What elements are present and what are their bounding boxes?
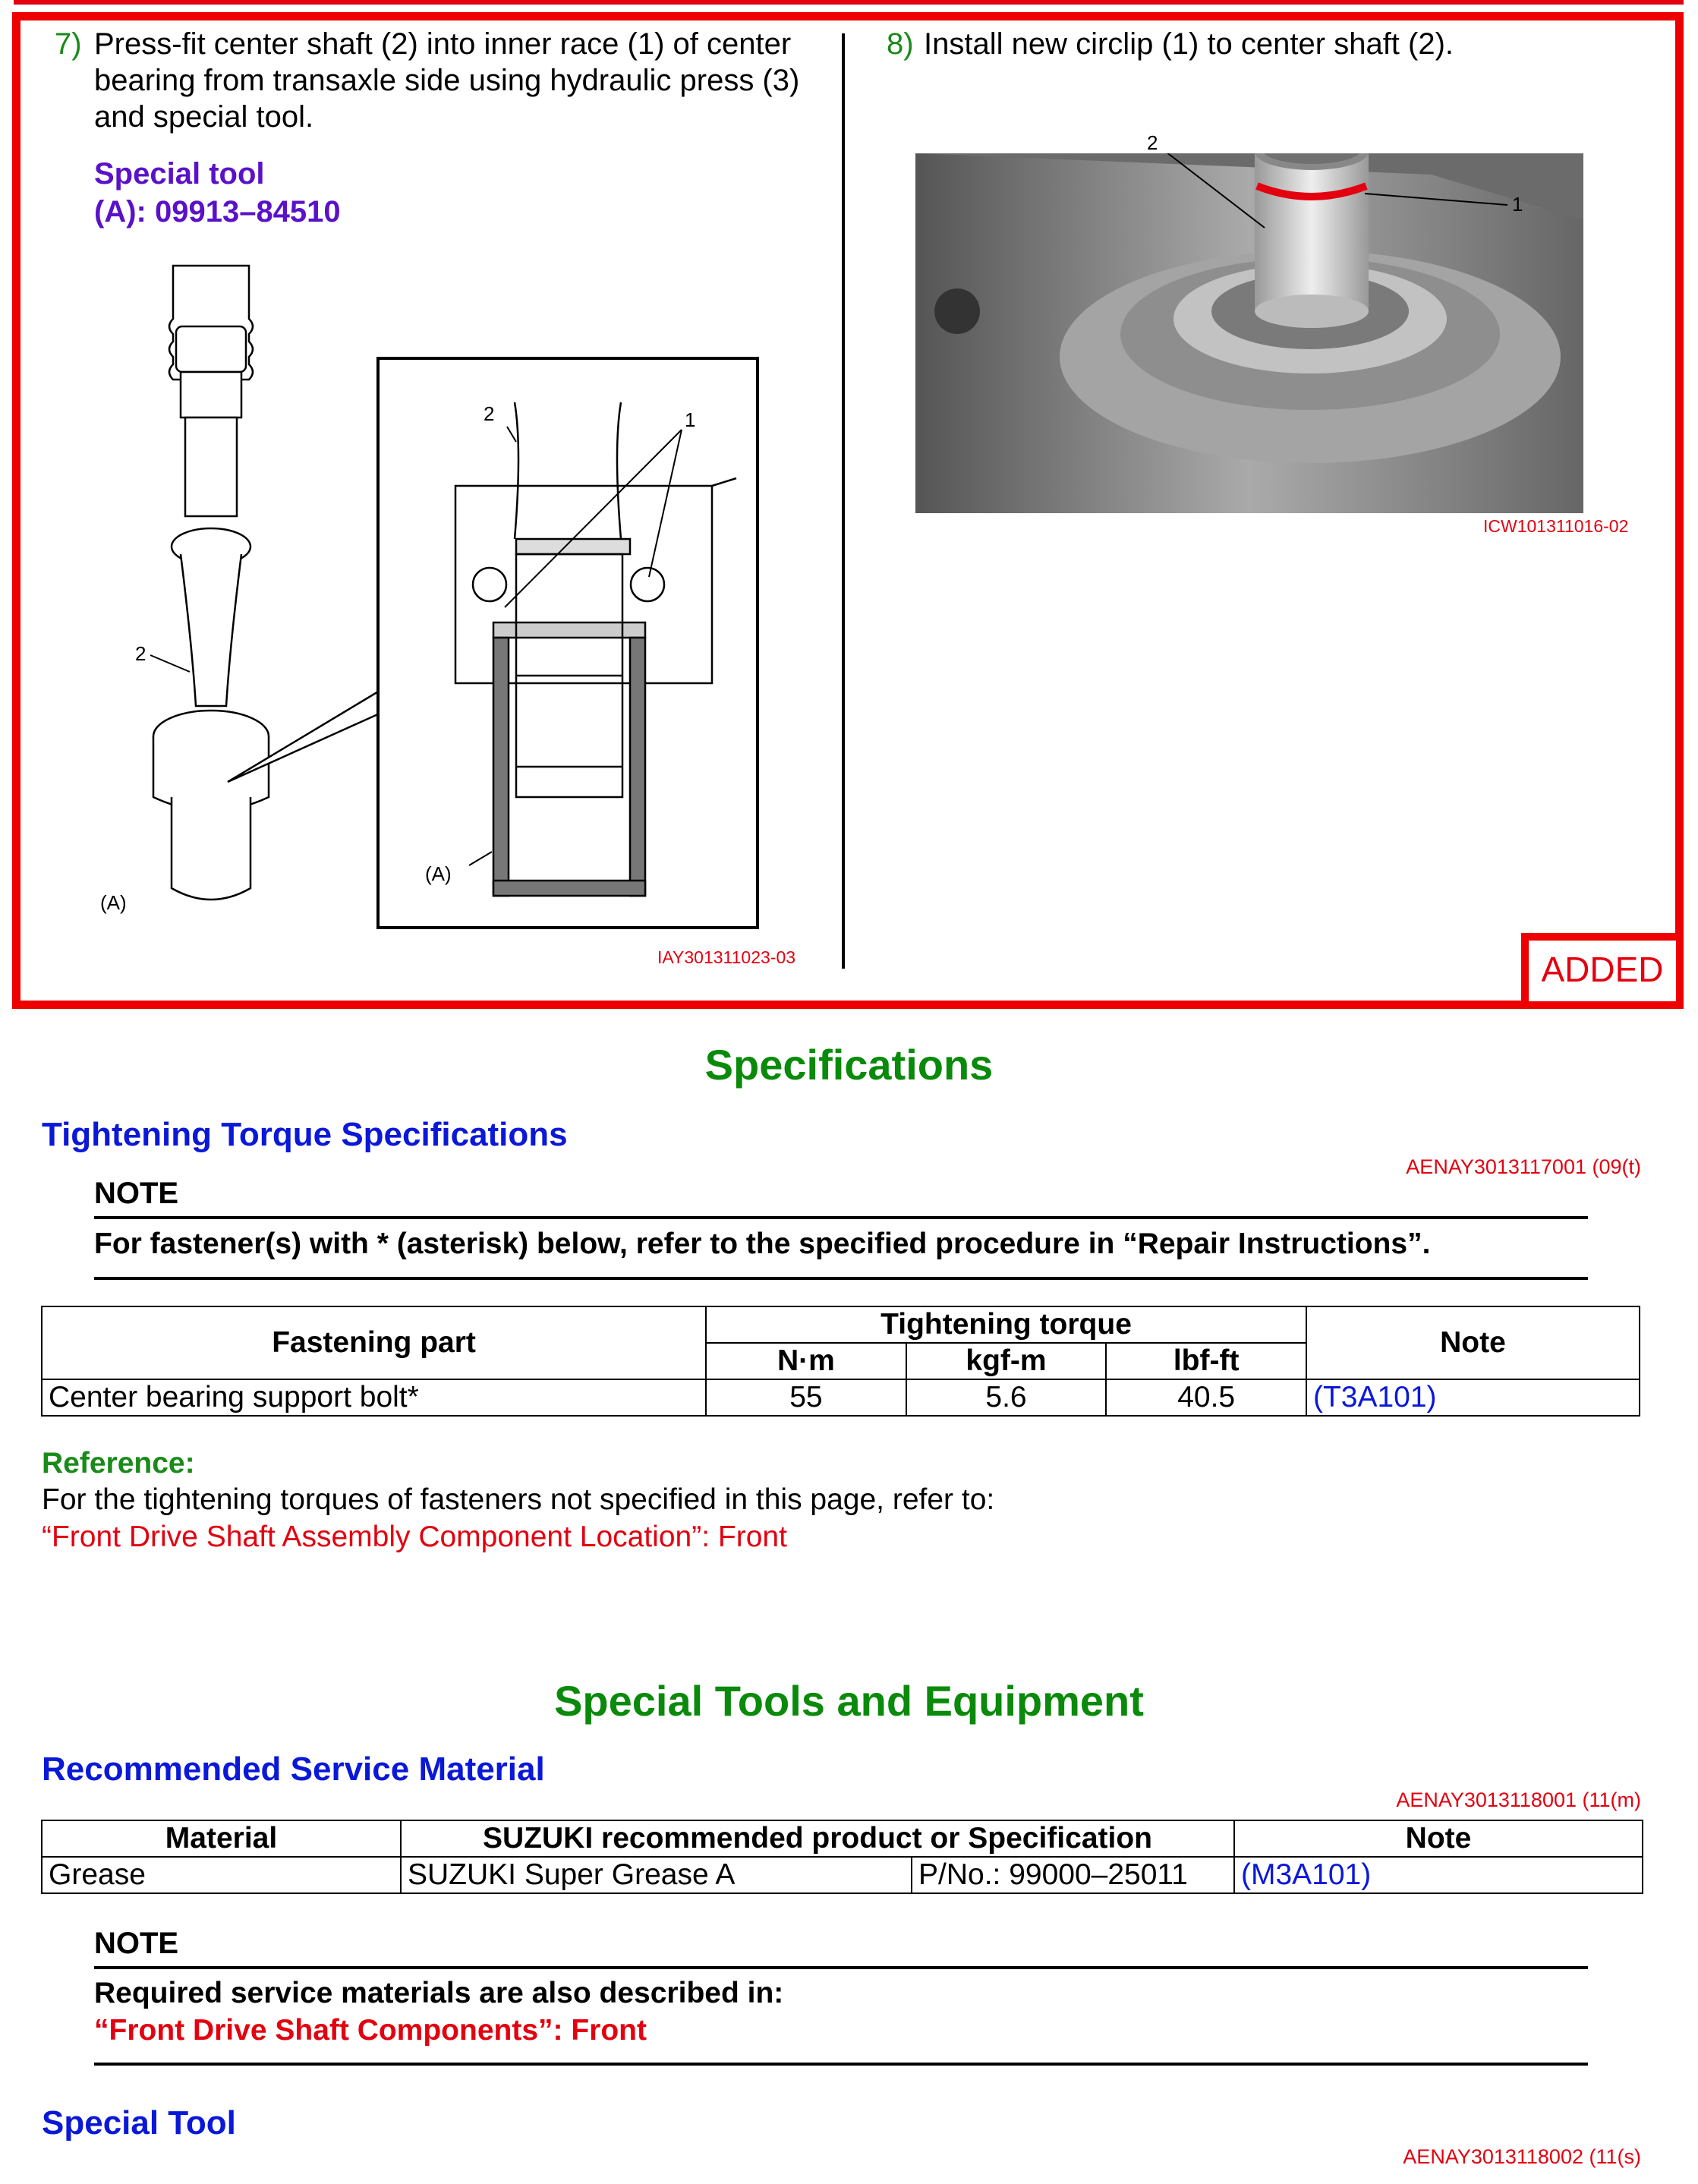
service-note-heading: NOTE [94,1927,179,1960]
special-tools-heading: Special Tools and Equipment [554,1677,1144,1725]
service-material-subheading: Recommended Service Material [42,1751,545,1788]
note-top-rule [94,1216,1588,1219]
callout-1-zoom: 1 [685,408,696,431]
col-tightening-torque: Tightening torque [706,1306,1306,1343]
callout-a-zoom: (A) [425,862,452,885]
col-product: SUZUKI recommended product or Specification [401,1820,1234,1857]
step-8-text: Install new circlip (1) to center shaft (2). [924,27,1454,61]
cell-material: Grease [42,1857,401,1893]
torque-spec-subheading: Tightening Torque Specifications [42,1116,568,1153]
callout-2-shaft: 2 [1147,131,1158,154]
torque-spec-doc-id: AENAY3013117001 (09(t) [1406,1155,1641,1178]
callout-1-circlip: 1 [1512,193,1523,216]
column-divider [842,33,845,969]
special-tool-value: (A): 09913–84510 [94,195,341,228]
shaft-assembly-drawing [153,266,269,900]
col-material: Material [42,1820,401,1857]
col-note: Note [1306,1306,1640,1379]
note-bottom-rule [94,1277,1588,1280]
service-note-text: Required service materials are also described in: [94,1977,784,2009]
press-fit-illustration [91,251,820,949]
cell-product: SUZUKI Super Grease A [401,1857,912,1893]
service-note-link[interactable]: “Front Drive Shaft Components”: Front [94,2014,647,2047]
reference-text: For the tightening torques of fasteners not specified in this page, refer to: [42,1483,995,1516]
col-kgf-m: kgf-m [906,1343,1107,1379]
table-row [42,1857,1643,1893]
note-heading: NOTE [94,1177,179,1210]
service-material-table [41,1820,1643,1894]
cell-kgf-m: 5.6 [906,1379,1107,1416]
note-link-m3a101[interactable]: (M3A101) [1234,1857,1643,1893]
callout-2-shaft: 2 [135,642,146,665]
step-7-number: 7) [55,27,82,61]
step-7-line-1: Press-fit center shaft (2) into inner race (1) of center [94,27,792,61]
col-note: Note [1234,1820,1643,1857]
col-nm: N·m [706,1343,906,1379]
note-text: For fastener(s) with * (asterisk) below, refer to the specified procedure in “Repair Instructions”. [94,1228,1431,1260]
callout-a-shaft: (A) [100,891,127,914]
step-7-line-3: and special tool. [94,100,314,134]
top-red-rule [14,0,1684,5]
special-tool-label: Special tool [94,157,265,191]
cell-lbf-ft: 40.5 [1106,1379,1306,1416]
reference-heading: Reference: [42,1447,195,1480]
zoom-detail-box [378,358,758,928]
step-8-number: 8) [887,27,914,61]
specifications-heading: Specifications [704,1041,994,1089]
step-7-line-2: bearing from transaxle side using hydraulic press (3) [94,64,800,97]
reference-link[interactable]: “Front Drive Shaft Assembly Component Location”: Front [42,1521,787,1553]
torque-table [41,1306,1640,1417]
service-material-doc-id: AENAY3013118001 (11(m) [1396,1788,1641,1811]
special-tool-doc-id: AENAY3013118002 (11(s) [1403,2145,1641,2168]
col-lbf-ft: lbf-ft [1106,1343,1306,1379]
step-7-figure-id: IAY301311023-03 [657,947,796,967]
cell-nm: 55 [706,1379,906,1416]
table-row [42,1379,1640,1416]
col-fastening-part: Fastening part [42,1306,706,1379]
service-note-top-rule [94,1966,1588,1969]
note-link-t3a101[interactable]: (T3A101) [1306,1379,1640,1416]
step-7-text [94,26,823,135]
callout-2-zoom: 2 [484,402,495,425]
circlip-photo-illustration [915,121,1599,516]
cell-part-number: P/No.: 99000–25011 [912,1857,1234,1893]
cell-fastening-part: Center bearing support bolt* [42,1379,706,1416]
special-tool-subheading: Special Tool [42,2104,236,2141]
added-stamp: ADDED [1521,933,1684,1009]
service-note-bottom-rule [94,2063,1588,2066]
step-8-figure-id: ICW101311016-02 [1483,516,1629,536]
